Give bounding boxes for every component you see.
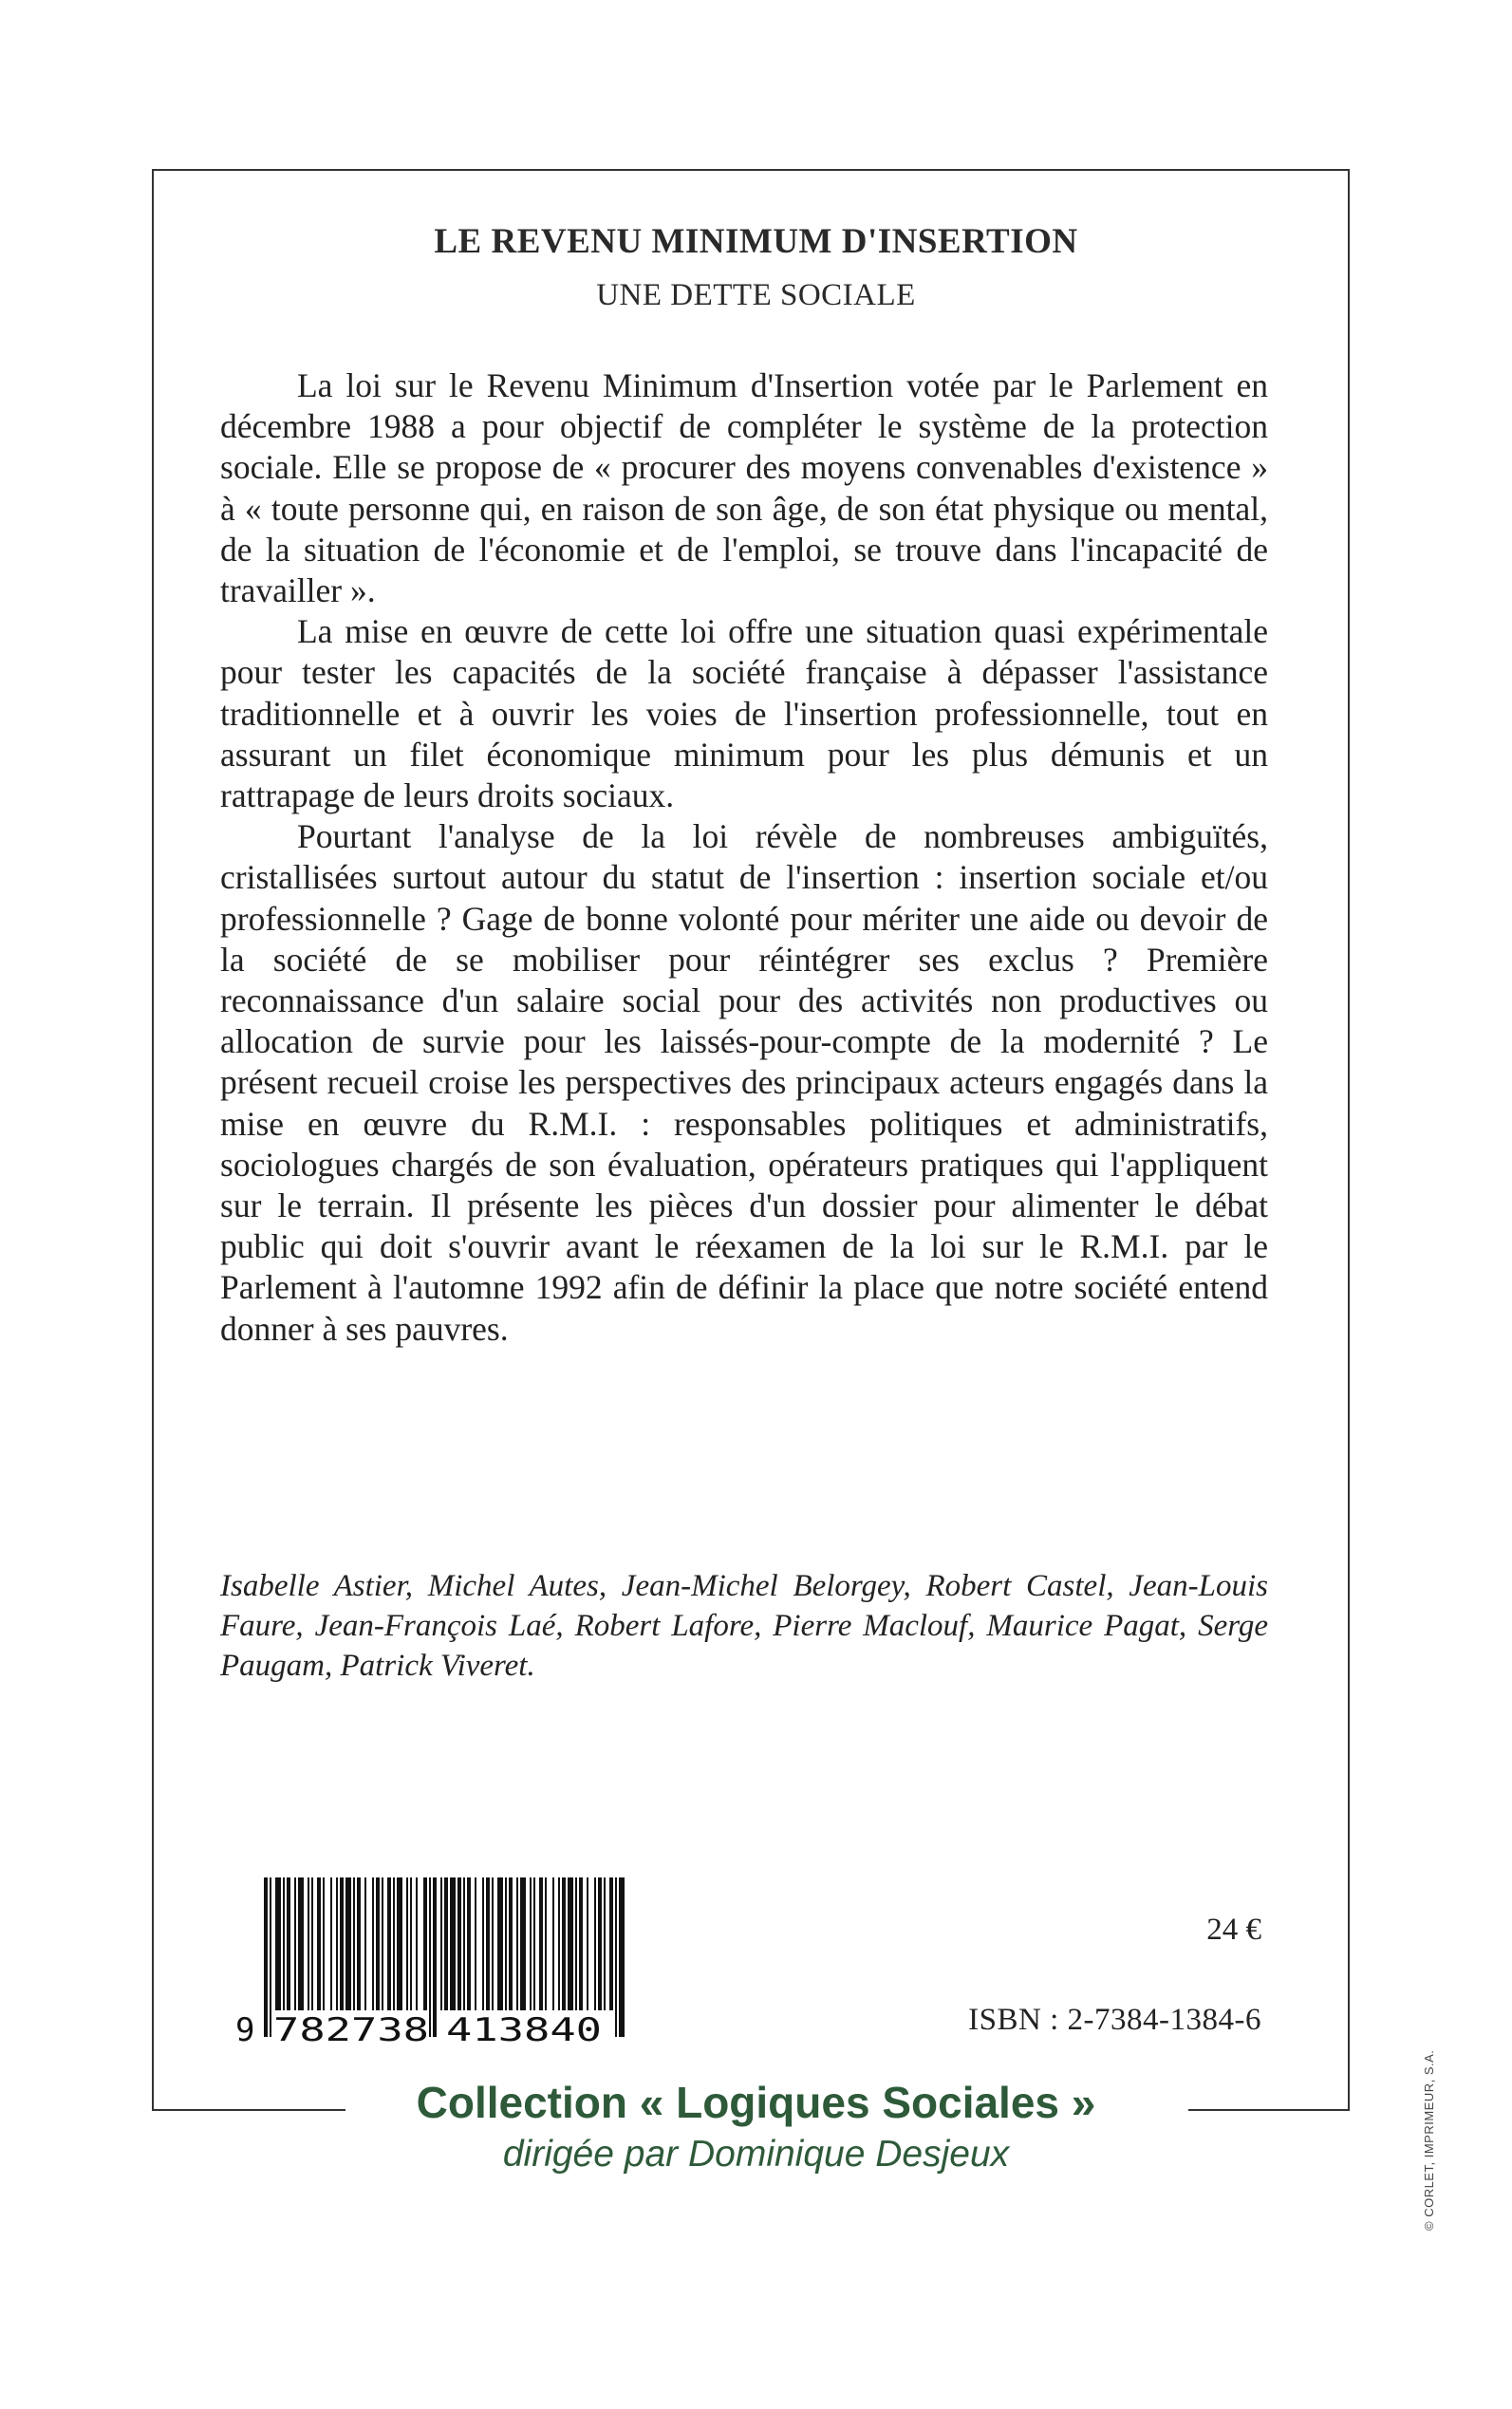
barcode-bar (387, 1877, 391, 2010)
barcode-bar (275, 1877, 281, 2010)
barcode-bar (336, 1877, 338, 2010)
author-list: Isabelle Astier, Michel Autes, Jean-Michel Belorgey, Robert Castel, Jean-Louis Faure, Jean-François Laé, Robert Lafore, Pierre Maclouf, Maurice Pagat, Serge Paugam, Patrick Viveret. (220, 1569, 1268, 1683)
blurb-paragraph: La mise en œuvre de cette loi offre une situation quasi expérimentale pour tester les capacités de la société française à dépasser l'assistance traditionnelle et à ouvrir les voies de l'insertion professionnelle, tout en assurant un filet économique minimum pour les plus démunis et un rattrapage de leurs droits sociaux. (220, 612, 1268, 815)
barcode-bar (397, 1877, 402, 2010)
barcode-bar (382, 1877, 383, 2010)
barcode-bar (340, 1877, 344, 2010)
barcode-bar (575, 1877, 577, 2010)
barcode-bar (372, 1877, 374, 2010)
barcode-bar (264, 1877, 268, 2037)
barcode-bar (353, 1877, 355, 2010)
barcode-bar (482, 1877, 484, 2010)
book-subtitle: UNE DETTE SOCIALE (596, 278, 916, 312)
collection-title: Collection « Logiques Sociales » (416, 2078, 1096, 2127)
barcode-bar (509, 1877, 513, 2010)
blurb-paragraph: Pourtant l'analyse de la loi révèle de nombreuses ambiguïtés, cristallisées surtout autour du statut de l'insertion : insertion sociale et/ou professionnelle ? Gage de bonne volonté pour mériter une aide ou devoir de la société de se mobiliser pour réintégrer ses exclus ? Première reconnaissance d'un salaire social pour des activités non productives ou allocation de survie pour les laissés-pour-compte de la modernité ? Le présent recueil croise les perspectives des principaux acteurs engagés dans la mise en œuvre du R.M.I. : responsables politiques et administratifs, sociologues chargés de son évaluation, opérateurs pratiques qui l'appliquent sur le terrain. Il présente les pièces d'un dossier pour alimenter le débat public qui doit s'ouvrir avant le réexamen de la loi sur le R.M.I. par le Parlement à l'automne 1992 afin de définir la place que notre société entend donner à ses pauvres. (220, 817, 1268, 1348)
barcode-bar (393, 1877, 395, 2010)
barcode-bar (579, 1877, 583, 2010)
barcode-bar (558, 1877, 560, 2010)
barcode-bar (492, 1877, 494, 2010)
barcode-bar (545, 1877, 547, 2010)
barcode-bar (357, 1877, 361, 2010)
barcode-bar (609, 1877, 613, 2010)
book-title: LE REVENU MINIMUM D'INSERTION (434, 222, 1078, 261)
barcode-bar (552, 1877, 554, 2010)
barcode-bar (345, 1877, 351, 2010)
barcode-bar (604, 1877, 606, 2010)
barcode-bar (294, 1877, 296, 2010)
barcode-bar (497, 1877, 503, 2010)
barcode-bar (323, 1877, 325, 2010)
isbn: ISBN : 2-7384-1384-6 (968, 2003, 1261, 2037)
barcode-bar (364, 1877, 366, 2010)
barcode-bar (539, 1877, 543, 2010)
barcode-bar (429, 1877, 431, 2037)
barcode-bar (283, 1877, 285, 2010)
barcode (235, 1877, 644, 2045)
price: 24 € (1206, 1913, 1261, 1947)
barcode-bar (308, 1877, 309, 2010)
barcode-bar (270, 1877, 271, 2037)
barcode-bar (423, 1877, 427, 2010)
barcode-bar (587, 1877, 588, 2010)
barcode-bar (516, 1877, 518, 2010)
barcode-bar (467, 1877, 471, 2010)
barcode-bar (317, 1877, 321, 2010)
barcode-bar (562, 1877, 566, 2010)
collection-director: dirigée par Dominique Desjeux (502, 2134, 1010, 2175)
barcode-bar (615, 1877, 617, 2037)
barcode-bar (594, 1877, 596, 2010)
blurb (220, 365, 1268, 1350)
barcode-bar (444, 1877, 448, 2010)
barcode-bar (450, 1877, 456, 2010)
printer-credit-text: © CORLET, IMPRIMEUR, S.A. (1422, 2049, 1436, 2231)
barcode-bar (533, 1877, 535, 2010)
barcode-bar (505, 1877, 507, 2010)
barcode-bar (298, 1877, 304, 2010)
printer-credit (1422, 2031, 1441, 2231)
barcode-digits-left: 782738 (273, 2011, 429, 2045)
barcode-bar (311, 1877, 313, 2010)
barcode-bar (475, 1877, 476, 2010)
barcode-bar (619, 1877, 625, 2037)
barcode-bar (406, 1877, 408, 2010)
barcode-bar (330, 1877, 332, 2010)
barcode-digit-first: 9 (235, 2011, 255, 2045)
barcode-bar (520, 1877, 526, 2010)
barcode-digits-right: 413840 (446, 2011, 602, 2045)
barcode-bar (598, 1877, 602, 2010)
barcode-bar (376, 1877, 380, 2010)
barcode-bar (416, 1877, 418, 2010)
blurb-paragraph: La loi sur le Revenu Minimum d'Insertion votée par le Parlement en décembre 1988 a pour objectif de compléter le système de la protection sociale. Elle se propose de « procurer des moyens convenables d'existence » à « toute personne qui, en raison de son âge, de son état physique ou mental, de la situation de l'économie et de l'emploi, se trouve dans l'incapacité de travailler ». (220, 366, 1268, 610)
barcode-bar (568, 1877, 573, 2010)
barcode-bar (463, 1877, 465, 2010)
barcode-bar (287, 1877, 290, 2010)
barcode-bar (433, 1877, 437, 2037)
barcode-bar (486, 1877, 490, 2010)
barcode-bar (457, 1877, 461, 2010)
barcode-bar (410, 1877, 412, 2010)
barcode-bar (530, 1877, 532, 2010)
barcode-bar (440, 1877, 442, 2010)
